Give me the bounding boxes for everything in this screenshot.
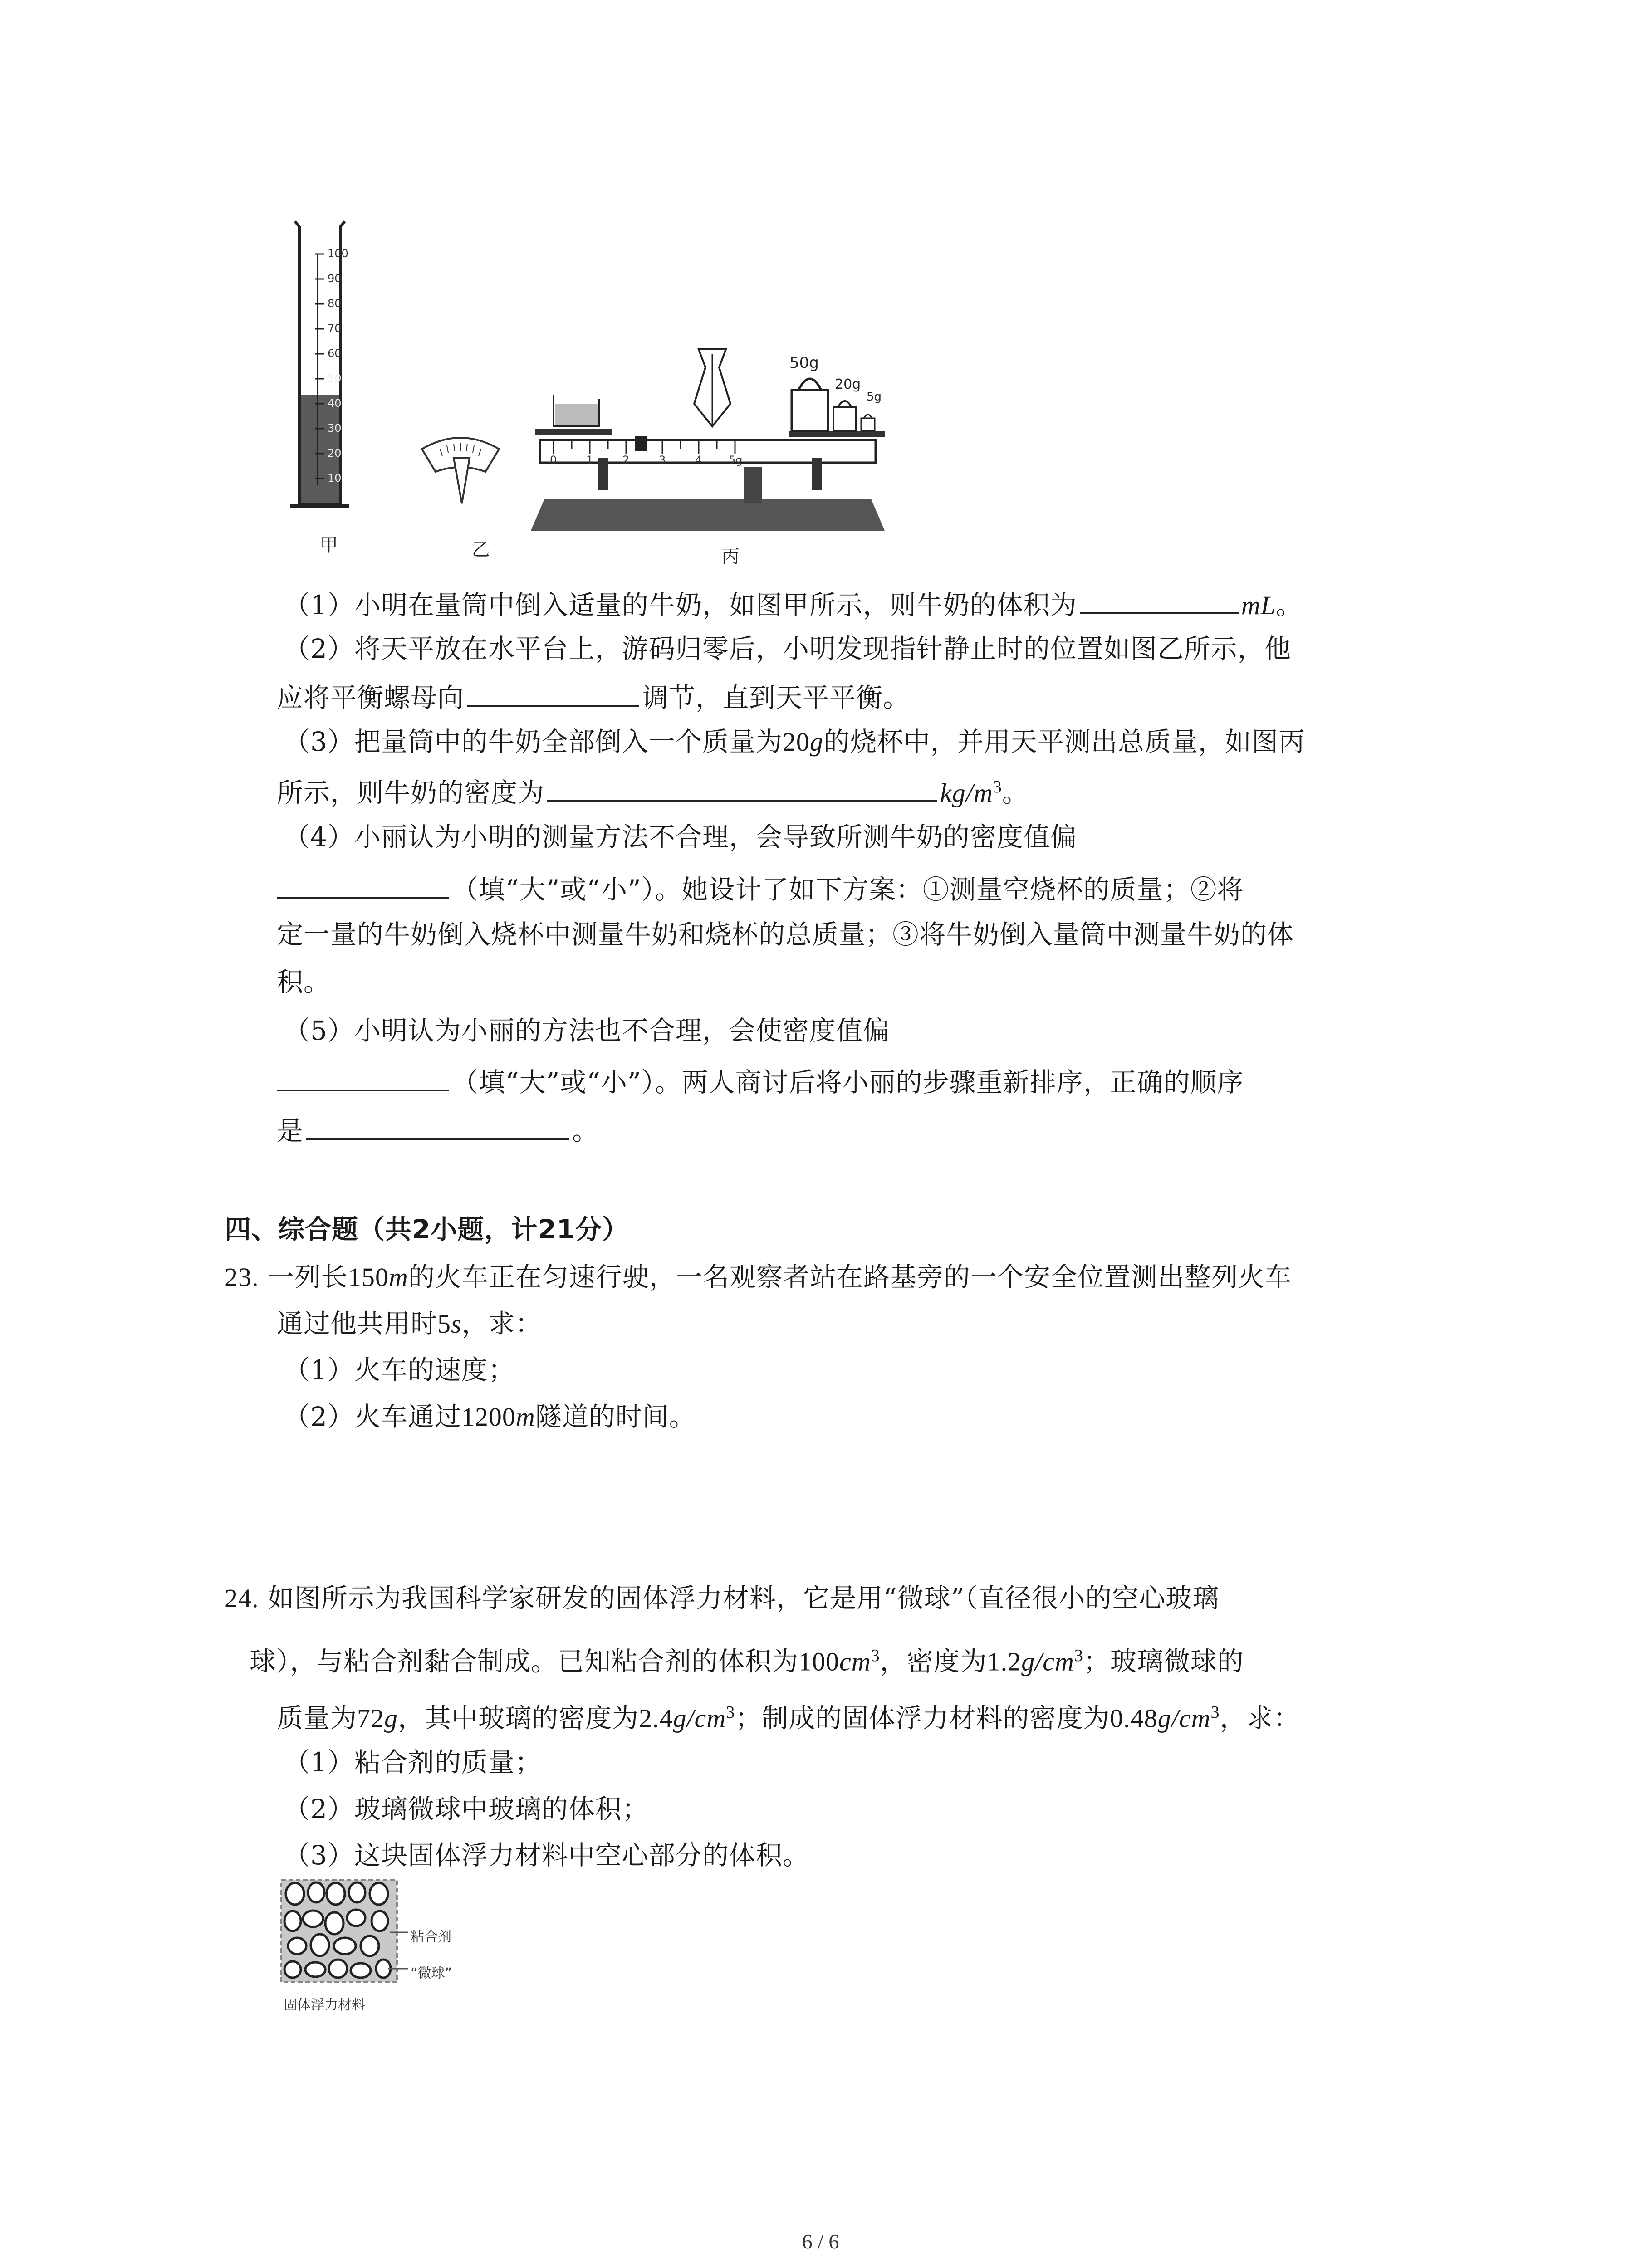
answer-blank[interactable] [277,869,449,899]
answer-blank[interactable] [1080,584,1239,614]
q22-part5-line2: （填“大”或“小”）。两人商讨后将小丽的步骤重新排序，正确的顺序 [277,1061,1244,1100]
tick-label: 100 [328,247,348,260]
q24-sub1: （1）粘合剂的质量； [284,1747,542,1778]
weight-label-50g: 50g [789,354,819,372]
q24-sub3: （3）这块固体浮力材料中空心部分的体积。 [284,1840,809,1871]
tick-label: 4 [695,454,702,466]
figure-label-jia: 甲 [320,535,338,556]
q23-sub1: （1）火车的速度； [284,1354,515,1385]
q23-line2: 通过他共用时5s，求： [277,1308,542,1339]
q24-line2: 球），与粘合剂黏合制成。已知粘合剂的体积为$100cm^3$，密度为$1.2g/cm^3$；玻璃微球的 [250,1646,1244,1677]
q24-line3: 质量为72g，其中玻璃的密度为$2.4g/cm^3$；制成的固体浮力材料的密度为$0.48g/cm^3$，求： [277,1702,1300,1734]
answer-blank[interactable] [547,772,937,802]
q22-part4-line1: （4）小丽认为小明的测量方法不合理，会导致所测牛奶的密度值偏 [284,821,1077,852]
tick-label: 20 [328,447,342,459]
answer-blank[interactable] [306,1110,569,1140]
q24-sub2: （2）玻璃微球中玻璃的体积； [284,1794,649,1824]
q22-part4-line4: 积。 [277,967,331,997]
figure-label-glue: 粘合剂 [411,1929,451,1945]
q22-part3-line2: 所示，则牛奶的密度为 $kg/m^3$。 [277,769,1029,811]
answer-blank[interactable] [467,677,639,707]
q22-part5-line3: 是 。 [277,1110,599,1149]
q22-part4-line3: 定一量的牛奶倒入烧杯中测量牛奶和烧杯的总质量；③将牛奶倒入量筒中测量牛奶的体 [277,919,1294,950]
balance-scale [531,349,885,531]
q23-line1: 23. 一列长150m的火车正在匀速行驶，一名观察者站在路基旁的一个安全位置测出整列火车 [225,1261,1292,1292]
q22-part2-line2: 应将平衡螺母向 调节，直到天平平衡。 [277,677,910,716]
q22-part2-line1: （2）将天平放在水平台上，游码归零后，小明发现指针静止时的位置如图乙所示，他 [284,633,1291,664]
weight-label-5g: 5g [867,390,882,404]
q23-sub2: （2）火车通过1200m隧道的时间。 [284,1401,696,1432]
buoyancy-material-figure [279,1878,415,2000]
figure-label-microsphere: “微球” [411,1965,452,1981]
tick-label: 1 [586,454,593,466]
q22-part5-line1: （5）小明认为小丽的方法也不合理，会使密度值偏 [284,1015,890,1046]
tick-label: 90 [328,272,342,285]
figure-label-yi: 乙 [472,539,490,560]
tick-label: 40 [328,397,342,410]
q22-part3-line1: （3）把量筒中的牛奶全部倒入一个质量为20g的烧杯中，并用天平测出总质量，如图丙 [284,726,1305,757]
tick-label: 80 [328,297,342,310]
answer-blank[interactable] [277,1061,449,1091]
tick-label: 70 [328,322,342,335]
tick-label: 50 [328,372,342,385]
tick-label: 3 [659,454,666,466]
tick-label: 2 [622,454,630,466]
experiment-figure [272,213,935,576]
figure-caption: 固体浮力材料 [284,1997,365,2013]
tick-label: 0 [550,454,557,466]
weight-label-20g: 20g [835,376,861,392]
q22-part4-line2: （填“大”或“小”）。她设计了如下方案：①测量空烧杯的质量；②将 [277,869,1244,908]
tick-label: 60 [328,347,342,360]
figure-label-bing: 丙 [721,546,740,567]
graduated-cylinder [290,221,349,506]
tick-label: 30 [328,422,342,435]
page-number: 6 / 6 [802,2230,839,2253]
tick-label: 10 [328,472,342,484]
pointer-dial [422,438,499,503]
q24-line1: 24. 如图所示为我国科学家研发的固体浮力材料，它是用“微球”（直径很小的空心玻璃 [225,1583,1220,1613]
section-heading: 四、综合题（共2小题，计21分） [225,1214,629,1245]
q22-part1: （1）小明在量筒中倒入适量的牛奶，如图甲所示，则牛奶的体积为 mL。 [284,584,1303,624]
tick-label: 5g [729,454,743,466]
